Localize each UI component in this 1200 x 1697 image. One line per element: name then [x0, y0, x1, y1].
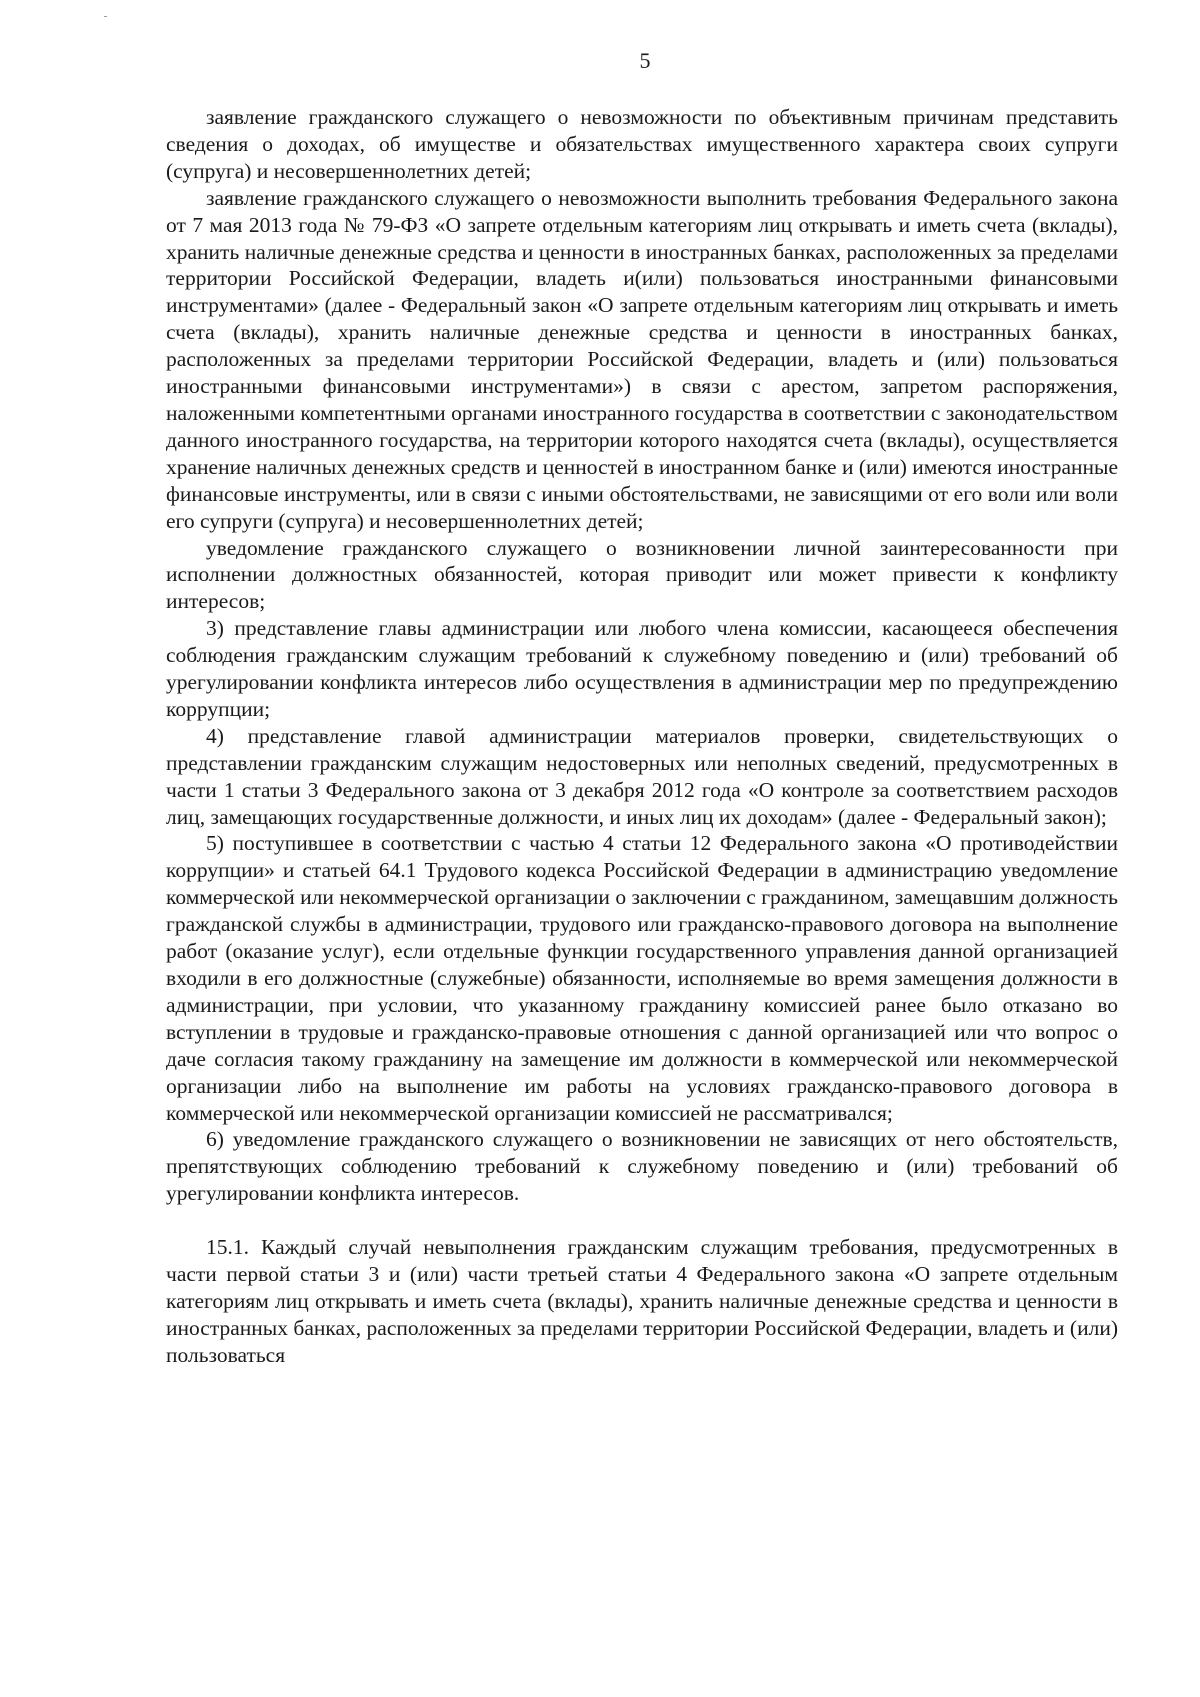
scan-speck [104, 16, 107, 17]
paragraph-item-5: 5) поступившее в соответствии с частью 4 статьи 12 Федерального закона «О противодействии коррупции» и статьей 64.1 Трудового кодекса Российской Федерации в администрацию уведомление коммерческой или некоммерческой организации о заключении с гражданином, замещавшим должность гражданской службы в администрации, трудового или гражданско-правового договора на выполнение работ (оказание услуг), если отдельные функции государственного управления данной организацией входили в его должностные (служебные) обязанности, исполняемые во время замещения должности в администрации, при условии, что указанному гражданину комиссией ранее было отказано во вступлении в трудовые и гражданско-правовые отношения с данной организацией или что вопрос о даче согласия такому гражданину на замещение им должности в коммерческой или некоммерческой организации либо на выполнение им работы на условиях гражданско-правового договора в коммерческой или некоммерческой организации комиссией не рассматривался; [166, 831, 1118, 1125]
paragraph-section-15-1: 15.1. Каждый случай невыполнения гражданским служащим требования, предусмотренных в части первой статьи 3 и (или) части третьей статьи 4 Федерального закона «О запрете отдельным категориям лиц открывать и иметь счета (вклады), хранить наличные денежные средства и ценности в иностранных банках, расположенных за пределами территории Российской Федерации, владеть и (или) пользоваться [166, 1235, 1118, 1367]
paragraph-item-3: 3) представление главы администрации или любого члена комиссии, касающееся обеспечения соблюдения гражданским служащим требований к служебному поведению и (или) требований об урегулировании конфликта интересов либо осуществления в администрации мер по предупреждению коррупции; [166, 616, 1118, 721]
paragraph-item-6: 6) уведомление гражданского служащего о возникновении не зависящих от него обстоятельств, препятствующих соблюдению требований к служебному поведению и (или) требований об урегулировании конфликта интересов. [166, 1127, 1118, 1206]
page-number: 5 [639, 48, 651, 73]
paragraph-statement-foreign-accounts: заявление гражданского служащего о невозможности выполнить требования Федерального закона от 7 мая 2013 года № 79-ФЗ «О запрете отдельным категориям лиц открывать и иметь счета (вклады), хранить наличные денежные средства и ценности в иностранных банках, расположенных за пределами территории Российской Федерации, владеть и(или) пользоваться иностранными финансовыми инструментами» (далее - Федеральный закон «О запрете отдельным категориям лиц открывать и иметь счета (вклады), хранить наличные денежные средства и ценности в иностранных банках, расположенных за пределами территории Российской Федерации, владеть и (или) пользоваться иностранными финансовыми инструментами») в связи с арестом, запретом распоряжения, наложенными компетентными органами иностранного государства в соответствии с законодательством данного иностранного государства, на территории которого находятся счета (вклады), осуществляется хранение наличных денежных средств и ценностей в иностранном банке и (или) имеются иностранные финансовые инструменты, или в связи с иными обстоятельствами, не зависящими от его воли или воли его супруги (супруга) и несовершеннолетних детей; [166, 185, 1118, 533]
paragraph-notice-personal-interest: уведомление гражданского служащего о возникновении личной заинтересованности при исполнении должностных обязанностей, которая приводит или может привести к конфликту интересов; [166, 535, 1118, 614]
document-body [166, 104, 1118, 1369]
paragraph-statement-spouse-income: заявление гражданского служащего о невозможности по объективным причинам представить сведения о доходах, об имуществе и обязательствах имущественного характера своих супруги (супруга) и несовершеннолетних детей; [166, 105, 1118, 183]
paragraph-item-4: 4) представление главой администрации материалов проверки, свидетельствующих о представлении гражданским служащим недостоверных или неполных сведений, предусмотренных в части 1 статьи 3 Федерального закона от 3 декабря 2012 года «О контроле за соответствием расходов лиц, замещающих государственные должности, и иных лиц их доходам» (далее - Федеральный закон); [166, 723, 1118, 829]
